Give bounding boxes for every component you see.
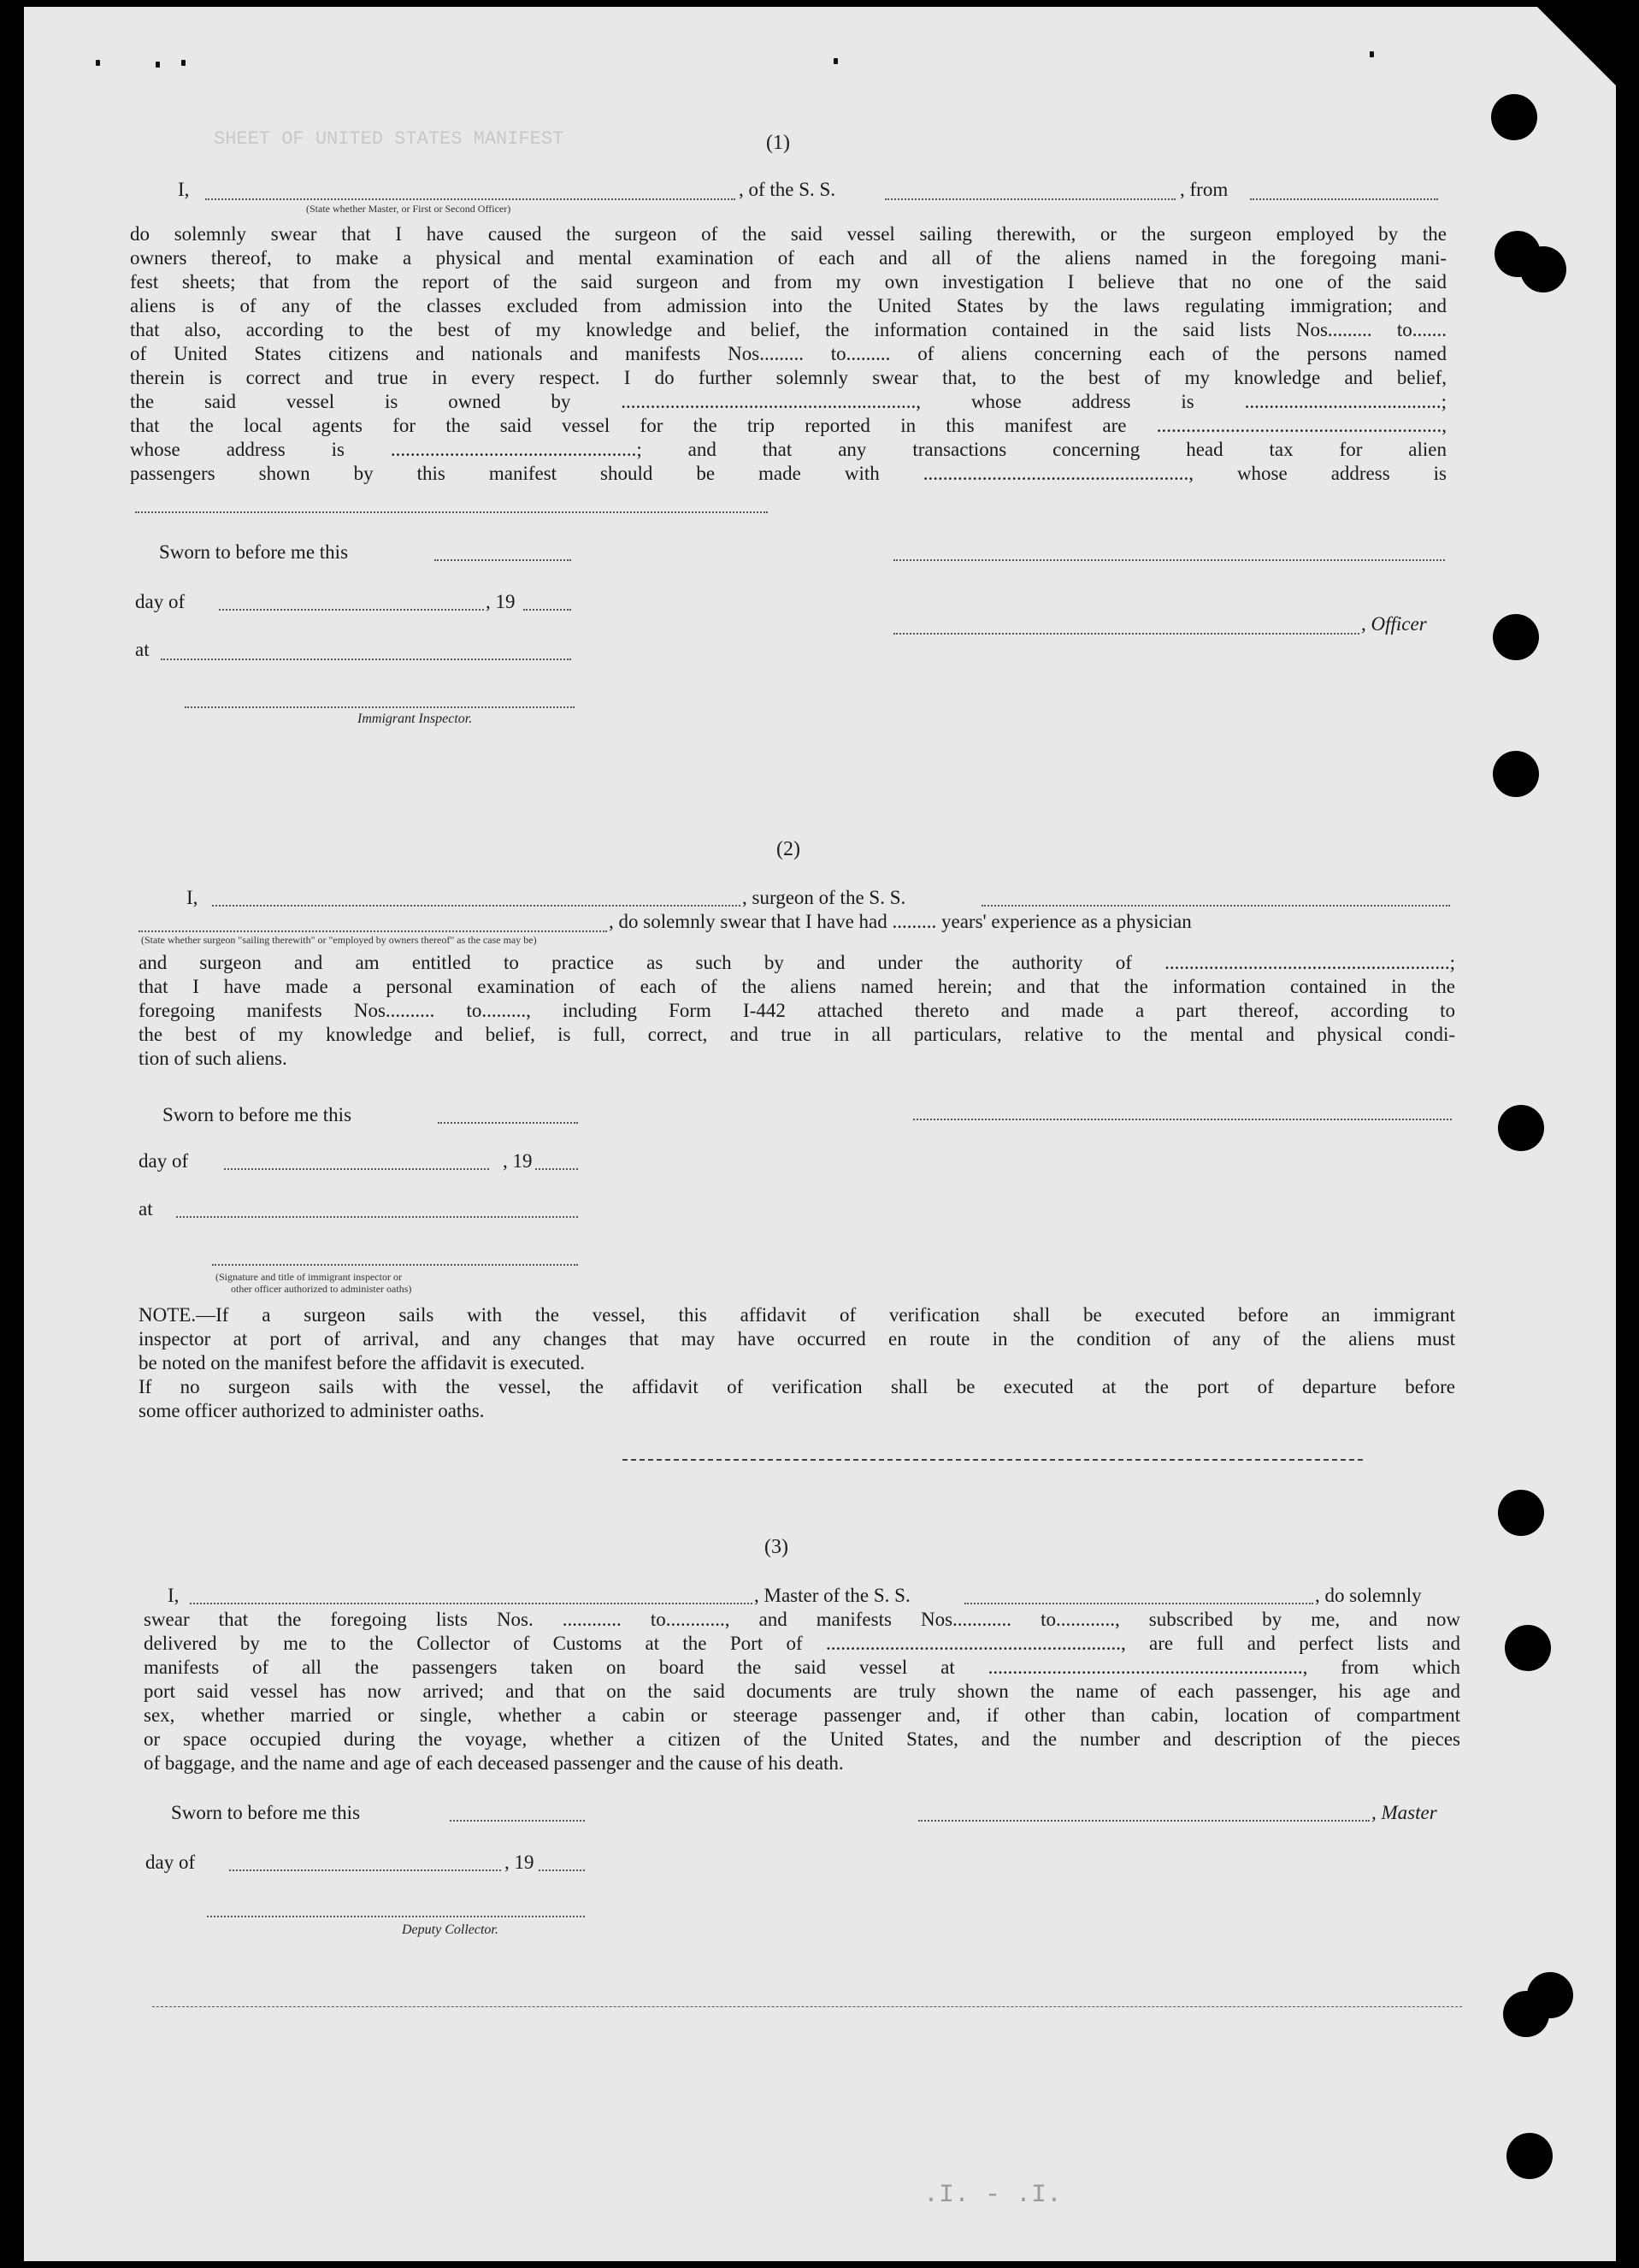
declarant-line: I, (178, 179, 190, 200)
speck (96, 60, 100, 66)
punch-hole (1506, 2133, 1553, 2179)
officer-label: , Officer (1361, 613, 1427, 635)
bleed-through-text: SHEET OF UNITED STATES MANIFEST (214, 128, 564, 150)
master-of-label: , Master of the S. S. (754, 1585, 911, 1606)
vessel-label: , of the S. S. (739, 179, 836, 200)
speck (156, 62, 160, 68)
master-label: , Master (1371, 1802, 1437, 1823)
blank-name (212, 905, 740, 907)
blank-sworn (450, 1820, 585, 1822)
blank-at (176, 1216, 578, 1218)
speck (1370, 51, 1374, 57)
bottom-divider (152, 2006, 1462, 2007)
blank-officer (893, 633, 1359, 635)
blank-name (190, 1603, 752, 1604)
oath-paragraph: and surgeon and am entitled to practice as such by and under the authority of ..........................................................; that I have made a personal examination of each of the aliens named herein; and that the information contained in the foregoing manifests Nos.......... to........., including Form I-442 attached thereto and made a part thereof, according to the best of my knowledge and belief, is full, correct, and true in all particulars, relative to the mental and physical condi- tion of such aliens. (139, 952, 1455, 1069)
field-caption: (State whether Master, or First or Second Officer) (306, 203, 511, 215)
field-caption: (Signature and title of immigrant inspector or (215, 1271, 402, 1283)
blank-line (135, 511, 768, 513)
section-number: (3) (764, 1536, 788, 1558)
from-label: , from (1180, 179, 1229, 200)
solemnly-label: , do solemnly (1315, 1585, 1422, 1606)
collector-caption: Deputy Collector. (402, 1922, 498, 1937)
blank-from (1250, 198, 1438, 200)
blank-inspector (185, 706, 575, 708)
field-caption: (State whether surgeon "sailing therewith" or "employed by owners thereof" as the case may be) (141, 934, 537, 946)
inspector-caption: Immigrant Inspector. (357, 712, 473, 726)
section-number: (2) (776, 838, 800, 860)
day-label: day of (139, 1150, 189, 1172)
blank-day (229, 1869, 501, 1871)
declarant-line: I, (186, 887, 198, 908)
blank-vessel (982, 905, 1450, 907)
section-number: (1) (766, 132, 790, 154)
day-label: day of (135, 591, 186, 612)
blank-at (161, 659, 571, 660)
punch-hole (1503, 1991, 1549, 2037)
punch-hole (1493, 614, 1539, 660)
sworn-label: Sworn to before me this (162, 1104, 352, 1125)
blank-signature (918, 1820, 1370, 1822)
punch-hole (1498, 1490, 1544, 1536)
blank-signature (893, 559, 1445, 561)
blank-day (219, 609, 484, 611)
blank-day (224, 1168, 489, 1170)
year-label: , 19 (503, 1150, 533, 1172)
section-divider (622, 1459, 1363, 1461)
blank-year (523, 609, 571, 611)
at-label: at (135, 639, 150, 660)
year-label: , 19 (504, 1852, 534, 1873)
punch-hole (1505, 1625, 1551, 1671)
oath-paragraph: do solemnly swear that I have caused the surgeon of the said vessel sailing therewith, or the surgeon employed by the owners thereof, to make a physical and mental examination of each and all of the aliens named in the foregoing mani- fest sheets; that from the report of the said surgeon and from my own investigation I believe that no one of the said aliens is of any of the classes excluded from admission into the United States by the laws regulating immigration; and that also, according to the best of my knowledge and belief, the information contained in the said lists Nos......... to....... of United States citizens and nationals and manifests Nos......... to......... of aliens concerning each of the persons named therein is correct and true in every respect. I do further solemnly swear that, to the best of my knowledge and belief, the said vessel is owned by ............................................................, whose address is ........................................; that the local agents for the said vessel for the trip reported in this manifest are .........................................................., whose address is ..................................................; and that any transactions concerning head tax for alien passengers shown by this manifest should be made with ......................................................, whose address is (130, 223, 1447, 484)
solemnly-line: , do solemnly swear that I have had ......... years' experience as a physician (609, 911, 1192, 932)
blank-sworn (438, 1122, 578, 1124)
blank-vessel (885, 198, 1176, 200)
sworn-label: Sworn to before me this (159, 541, 349, 563)
blank-capacity (139, 930, 607, 932)
blank-vessel (964, 1603, 1313, 1604)
bleed-through-text: .I. - .I. (923, 2181, 1063, 2210)
blank-year (539, 1869, 585, 1871)
oath-paragraph: swear that the foregoing lists Nos. ............ to............, and manifests Nos............ to............, subscribed by me, and now delivered by me to the Collector of Customs at the Port of ............................................................, are full and perfect lists and manifests of all the passengers taken on board the said vessel at ................................................................, from which port said vessel has now arrived; and that on the said documents are truly shown the name of each passenger, his age and sex, whether married or single, whether a cabin or steerage passenger and, if other than cabin, location of compartment or space occupied during the voyage, whether a citizen of the United States, and the number and description of the pieces of baggage, and the name and age of each deceased passenger and the cause of his death. (144, 1609, 1460, 1774)
blank-sworn (434, 559, 571, 561)
at-label: at (139, 1198, 153, 1220)
blank-officer (212, 1264, 578, 1266)
blank-collector (207, 1916, 585, 1917)
sworn-label: Sworn to before me this (171, 1802, 361, 1823)
speck (834, 58, 838, 64)
punch-hole (1520, 246, 1566, 292)
field-caption: other officer authorized to administer oaths) (231, 1283, 412, 1295)
punch-hole (1491, 94, 1537, 140)
declarant-line: I, (168, 1585, 180, 1606)
blank-signature (913, 1119, 1452, 1120)
blank-year (535, 1168, 578, 1170)
day-label: day of (145, 1852, 196, 1873)
surgeon-label: , surgeon of the S. S. (742, 887, 906, 908)
blank-name (205, 198, 735, 200)
punch-hole (1493, 751, 1539, 797)
punch-hole (1498, 1105, 1544, 1151)
year-label: , 19 (486, 591, 516, 612)
note-paragraph: NOTE.—If a surgeon sails with the vessel, this affidavit of verification shall be executed before an immigrant inspector at port of arrival, and any changes that may have occurred en route in the condition of any of the aliens must be noted on the manifest before the affidavit is executed. If no surgeon sails with the vessel, the affidavit of verification shall be executed at the port of departure before some officer authorized to administer oaths. (139, 1304, 1455, 1421)
speck (181, 60, 186, 66)
